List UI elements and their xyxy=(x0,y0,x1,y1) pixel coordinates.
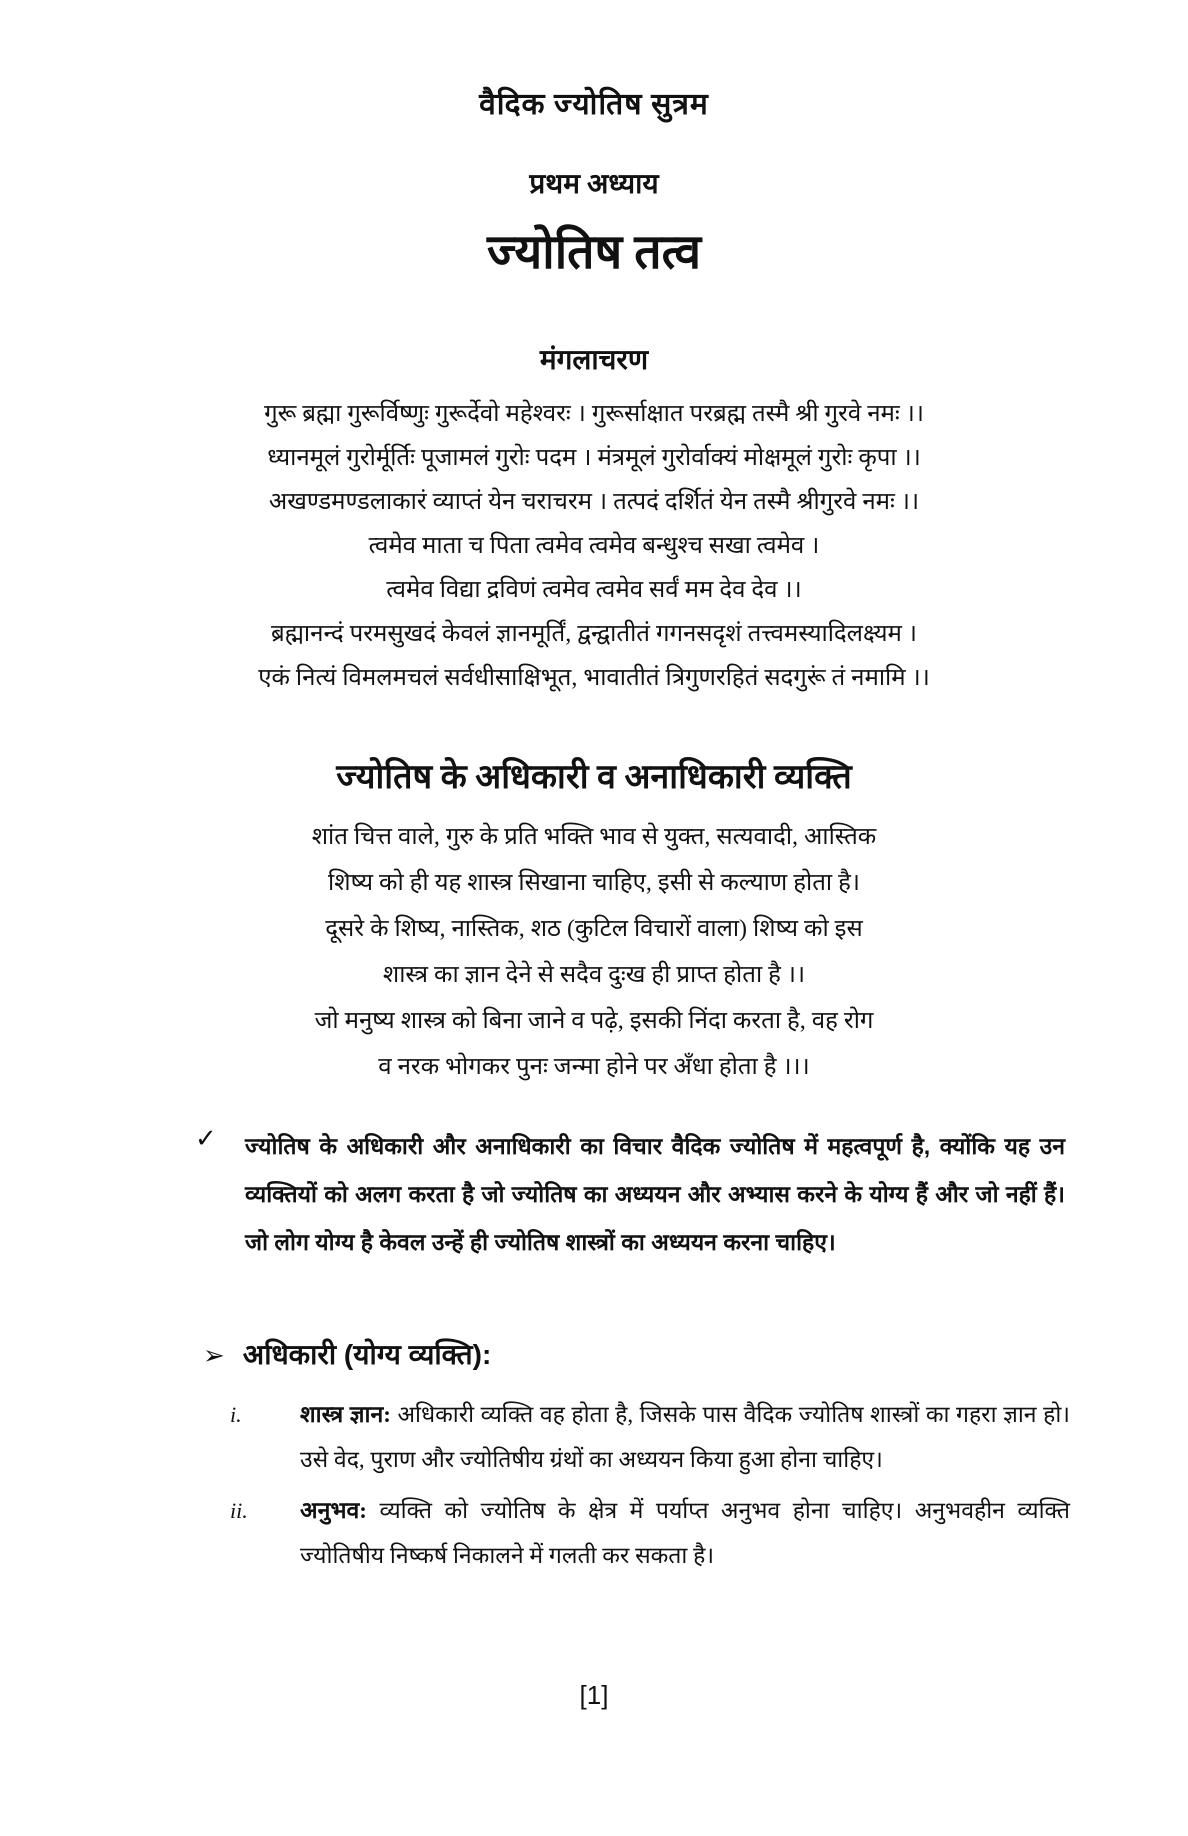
list-item-body xyxy=(300,1392,1070,1482)
prose-line: शांत चित्त वाले, गुरु के प्रति भक्ति भाव से युक्त, सत्यवादी, आस्तिक xyxy=(311,824,877,850)
adhikari-section-text xyxy=(0,814,1188,1090)
book-title: वैदिक ज्योतिष सुत्रम xyxy=(479,88,709,121)
mangalacharan-verses xyxy=(0,392,1188,700)
arrow-bullet-icon: ➢ xyxy=(203,1341,225,1371)
prose-line: दूसरे के शिष्य, नास्तिक, शठ (कुटिल विचारों वाला) शिष्य को इस xyxy=(325,916,863,942)
chapter-title: ज्योतिष तत्व xyxy=(486,226,702,279)
list-number: ii. xyxy=(230,1498,248,1523)
prose-line: शिष्य को ही यह शास्त्र सिखाना चाहिए, इसी से कल्याण होता है। xyxy=(328,870,860,896)
verse-line: त्वमेव माता च पिता त्वमेव त्वमेव बन्धुश्च सखा त्वमेव । xyxy=(368,533,820,559)
page-number: [1] xyxy=(579,1680,609,1710)
prose-line: जो मनुष्य शास्त्र को बिना जाने व पढ़े, इसकी निंदा करता है, वह रोग xyxy=(314,1008,874,1034)
prose-line: व नरक भोगकर पुनः जन्मा होने पर अँधा होता है ।।। xyxy=(378,1054,810,1080)
list-item-body xyxy=(300,1488,1070,1578)
list-term: शास्त्र ज्ञान: xyxy=(300,1402,391,1427)
list-text: अधिकारी व्यक्ति वह होता है, जिसके पास वैदिक ज्योतिष शास्त्रों का गहरा ज्ञान हो। उसे वेद, पुराण और ज्योतिषीय ग्रंथों का अध्ययन किया हुआ होना चाहिए। xyxy=(300,1402,1070,1472)
list-item xyxy=(230,1488,1070,1578)
qualified-heading-row xyxy=(203,1335,491,1373)
verse-line: गुरू ब्रह्मा गुरूर्विष्णुः गुरूर्देवो महेश्वरः । गुरूर्साक्षात परब्रह्म तस्मै श्री गुरवे नमः ।। xyxy=(264,401,924,427)
check-mark-icon: ✓ xyxy=(195,1124,217,1154)
mangalacharan-heading: मंगलाचरण xyxy=(539,345,649,376)
list-number: i. xyxy=(230,1402,242,1427)
verse-line: एकं नित्यं विमलमचलं सर्वधीसाक्षिभूत, भावातीतं त्रिगुणरहितं सदगुरूं तं नमामि ।। xyxy=(258,665,930,691)
check-note xyxy=(195,1122,1065,1266)
verse-line: त्वमेव विद्या द्रविणं त्वमेव त्वमेव सर्वं मम देव देव ।। xyxy=(386,577,802,603)
list-term: अनुभव: xyxy=(300,1498,367,1523)
chapter-label: प्रथम अध्याय xyxy=(529,169,659,200)
list-item xyxy=(230,1392,1070,1482)
adhikari-section-heading: ज्योतिष के अधिकारी व अनाधिकारी व्यक्ति xyxy=(336,759,852,796)
check-note-text: ज्योतिष के अधिकारी और अनाधिकारी का विचार वैदिक ज्योतिष में महत्वपूर्ण है, क्योंकि यह उन व्यक्तियों को अलग करता है जो ज्योतिष का अध्ययन और अभ्यास करने के योग्य हैं और जो नहीं हैं। जो लोग योग्य है केवल उन्हें ही ज्योतिष शास्त्रों का अध्ययन करना चाहिए। xyxy=(245,1133,1065,1255)
verse-line: ध्यानमूलं गुरोर्मूर्तिः पूजामलं गुरोः पदम । मंत्रमूलं गुरोर्वाक्यं मोक्षमूलं गुरोः कृपा ।। xyxy=(267,445,921,471)
qualified-list xyxy=(230,1392,1070,1584)
verse-line: अखण्डमण्डलाकारं व्याप्तं येन चराचरम । तत्पदं दर्शितं येन तस्मै श्रीगुरवे नमः ।। xyxy=(268,489,920,515)
verse-line: ब्रह्मानन्दं परमसुखदं केवलं ज्ञानमूर्तिं, द्वन्द्वातीतं गगनसदृशं तत्त्वमस्यादिलक्ष्यम । xyxy=(270,621,917,647)
list-text: व्यक्ति को ज्योतिष के क्षेत्र में पर्याप्त अनुभव होना चाहिए। अनुभवहीन व्यक्ति ज्योतिषीय निष्कर्ष निकालने में गलती कर सकता है। xyxy=(300,1498,1070,1568)
qualified-heading: अधिकारी (योग्य व्यक्ति): xyxy=(242,1339,492,1370)
prose-line: शास्त्र का ज्ञान देने से सदैव दुःख ही प्राप्त होता है ।। xyxy=(382,962,806,988)
